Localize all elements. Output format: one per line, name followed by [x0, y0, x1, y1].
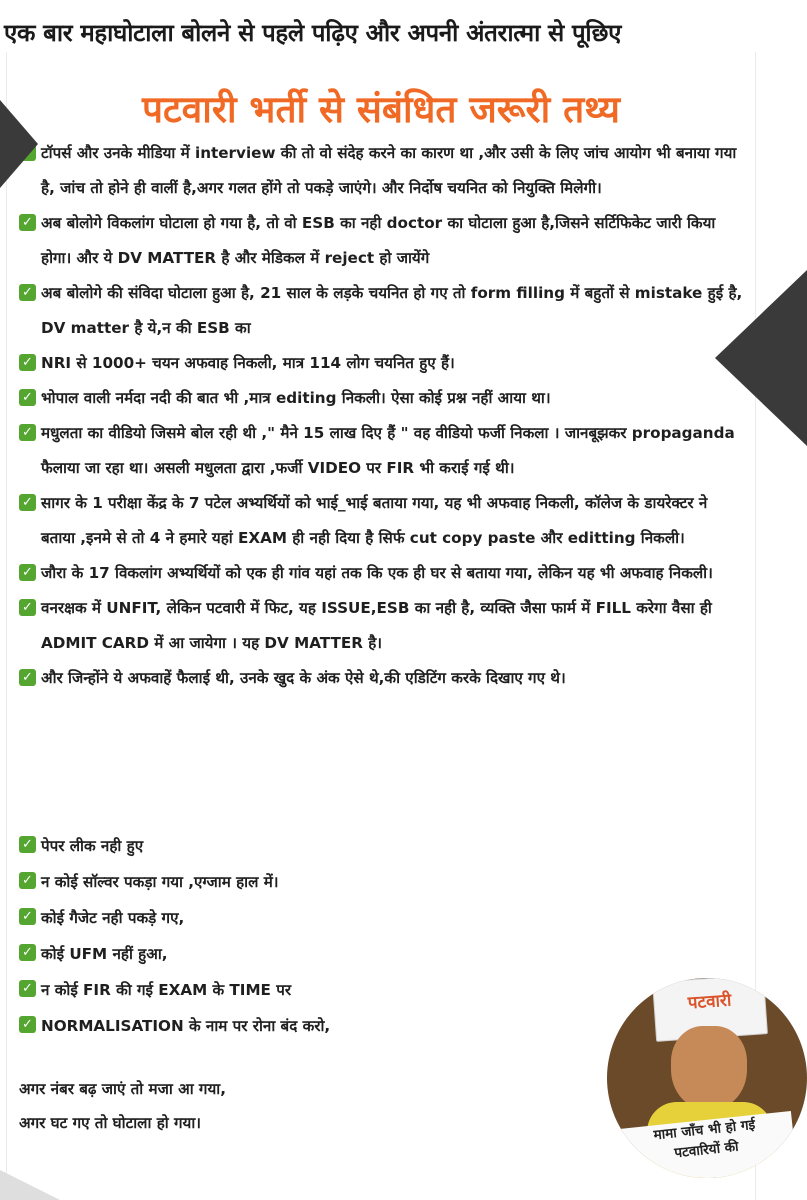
placard-line: मामा जाँच भी हो गई — [652, 1116, 756, 1144]
fact-text: वनरक्षक में UNFIT, लेकिन पटवारी में फिट, यह ISSUE,ESB का नही है, व्यक्ति जैसा फार्म में FILL करेगा वैसा ही ADMIT CARD में आ जायेगा । यह DV MATTER है। — [41, 599, 712, 652]
closing-line: अगर घट गए तो घोटाला हो गया। — [19, 1114, 202, 1132]
short-point-text: न कोई सॉल्वर पकड़ा गया ,एग्जाम हाल में। — [41, 873, 279, 891]
fact-text: अब बोलोगे की संविदा घोटाला हुआ है, 21 साल के लड़के चयनित हो गए तो form filling में बहुतों से mistake हुई है, DV matter है ये,न की ESB का — [41, 284, 743, 337]
short-point-item — [19, 900, 599, 936]
closing-lines — [19, 1072, 579, 1140]
placard-line: पटवारियों की — [673, 1138, 740, 1162]
headline: एक बार महाघोटाला बोलने से पहले पढ़िए और अपनी अंतरात्मा से पूछिए — [4, 19, 622, 47]
short-point-item — [19, 828, 599, 864]
placard — [616, 1111, 798, 1178]
closing-line: अगर नंबर बढ़ जाएं तो मजा आ गया, — [19, 1080, 226, 1098]
fact-text: जौरा के 17 विकलांग अभ्यर्थियों को एक ही गांव यहां तक कि एक ही घर से बताया गया, लेकिन यह भी अफवाह निकली। — [41, 564, 713, 582]
short-point-text: न कोई FIR की गई EXAM के TIME पर — [41, 981, 292, 999]
facts-list — [19, 136, 745, 696]
fact-item — [19, 556, 745, 591]
decorative-corner-bottom-left — [0, 1170, 60, 1200]
decorative-triangle-left — [0, 100, 38, 188]
fact-text: भोपाल वाली नर्मदा नदी की बात भी ,मात्र editing निकली। ऐसा कोई प्रश्न नहीं आया था। — [41, 389, 551, 407]
checkmark-icon — [19, 908, 36, 925]
decorative-triangle-right — [715, 270, 807, 446]
checkmark-icon — [19, 980, 36, 997]
checkmark-icon — [19, 669, 36, 686]
card-title: पटवारी भर्ती से संबंधित जरूरी तथ्य — [142, 88, 620, 131]
checkmark-icon — [19, 354, 36, 371]
fact-text: टॉपर्स और उनके मीडिया में interview की तो वो संदेह करने का कारण था ,और उसी के लिए जांच आयोग भी बनाया गया है, जांच तो होने ही वालीं है,अगर गलत होंगे तो पकड़े जाएंगे। और निर्दोष चयनित को नियुक्ति मिलेगी। — [41, 144, 737, 197]
fact-item — [19, 346, 745, 381]
checkmark-icon — [19, 599, 36, 616]
cap-label: पटवारी — [687, 990, 732, 1014]
short-point-item — [19, 936, 599, 972]
checkmark-icon — [19, 564, 36, 581]
fact-item — [19, 661, 745, 696]
child-face — [671, 1026, 747, 1110]
short-point-text: कोई UFM नहीं हुआ, — [41, 945, 168, 963]
fact-item — [19, 206, 745, 276]
fact-text: NRI से 1000+ चयन अफवाह निकली, मात्र 114 लोग चयनित हुए हैं। — [41, 354, 455, 372]
short-point-item — [19, 972, 599, 1008]
checkmark-icon — [19, 872, 36, 889]
checkmark-icon — [19, 1016, 36, 1033]
child-photo — [607, 978, 807, 1178]
checkmark-icon — [19, 836, 36, 853]
fact-item — [19, 486, 745, 556]
checkmark-icon — [19, 424, 36, 441]
short-points-list — [19, 828, 599, 1044]
short-point-text: कोई गैजेट नही पकड़े गए, — [41, 909, 185, 927]
short-point-item — [19, 1008, 599, 1044]
fact-item — [19, 381, 745, 416]
fact-text: अब बोलोगे विकलांग घोटाला हो गया है, तो वो ESB का नही doctor का घोटाला हुआ है,जिसने सर्टिफिकेट जारी किया होगा। और ये DV MATTER है और मेडिकल में reject हो जायेंगे — [41, 214, 716, 267]
checkmark-icon — [19, 389, 36, 406]
checkmark-icon — [19, 214, 36, 231]
checkmark-icon — [19, 494, 36, 511]
checkmark-icon — [19, 284, 36, 301]
fact-item — [19, 591, 745, 661]
checkmark-icon — [19, 944, 36, 961]
fact-text: और जिन्होंने ये अफवाहें फैलाई थी, उनके खुद के अंक ऐसे थे,की एडिटिंग करके दिखाए गए थे। — [41, 669, 566, 687]
fact-item — [19, 416, 745, 486]
fact-item — [19, 276, 745, 346]
short-point-item — [19, 864, 599, 900]
fact-text: मधुलता का वीडियो जिसमे बोल रही थी ," मैने 15 लाख दिए हैं " वह वीडियो फर्जी निकला । जानबूझकर propaganda फैलाया जा रहा था। असली मधुलता द्वारा ,फर्जी VIDEO पर FIR भी कराई गई थी। — [41, 424, 735, 477]
short-point-text: NORMALISATION के नाम पर रोना बंद करो, — [41, 1017, 331, 1035]
short-point-text: पेपर लीक नही हुए — [41, 837, 144, 855]
fact-text: सागर के 1 परीक्षा केंद्र के 7 पटेल अभ्यर्थियों को भाई_भाई बताया गया, यह भी अफवाह निकली, कॉलेज के डायरेक्टर ने बताया ,इनमे से तो 4 ने हमारे यहां EXAM ही नही दिया है सिर्फ cut copy paste और editting निकली। — [41, 494, 708, 547]
fact-item — [19, 136, 745, 206]
